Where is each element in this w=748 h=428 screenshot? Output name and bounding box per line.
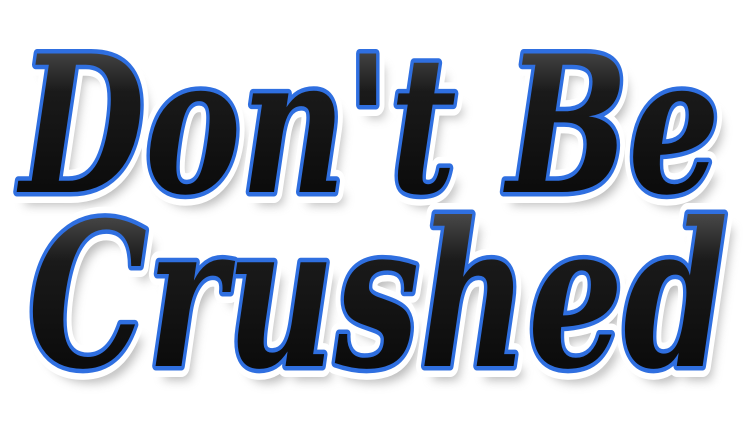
- line-2-shadow: Crushed: [36, 193, 736, 428]
- line-1-outer-outline: Don't Be: [16, 14, 720, 237]
- line-1-shadow: Don't Be: [24, 27, 728, 250]
- line-2-outer-outline: Crushed: [28, 179, 728, 414]
- line-2-blue-outline: Crushed: [28, 179, 728, 414]
- line-2-text: Crushed: [28, 179, 728, 414]
- line-1-blue-outline: Don't Be: [16, 14, 720, 237]
- line-2-group: [28, 179, 736, 428]
- line-1-text: Don't Be: [16, 14, 720, 237]
